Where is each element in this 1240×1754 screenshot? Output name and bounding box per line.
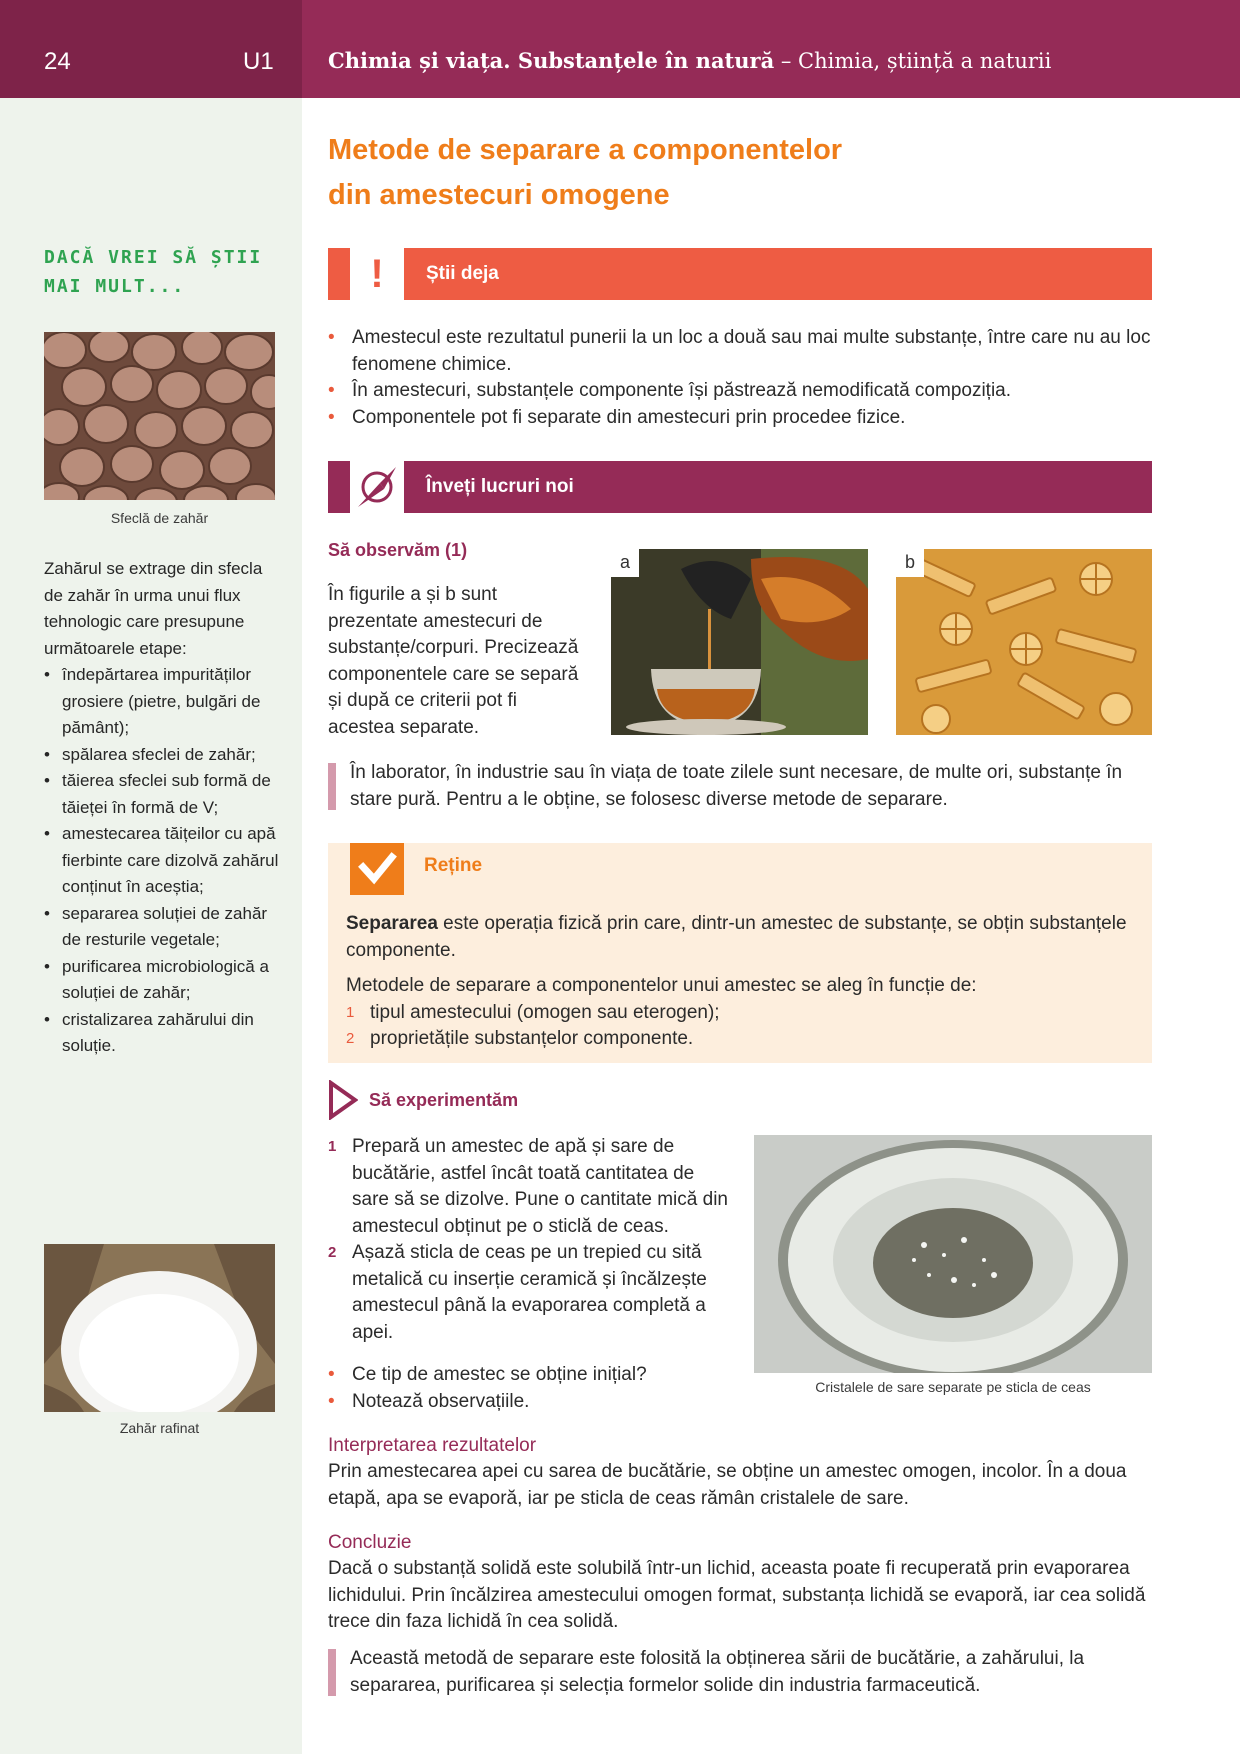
list-item: • separarea soluției de zahăr de resturile vegetale; xyxy=(44,901,284,954)
final-quote: Această metodă de separare este folosită la obținerea sării de bucătărie, a zahărului, la separarea, purificarea și selecția formelor solide din industria farmaceutică. xyxy=(328,1646,1158,1699)
page-title-line-1: Metode de separare a componentelor xyxy=(328,134,843,166)
list-item xyxy=(328,1240,728,1346)
salt-crystals-photo xyxy=(754,1135,1152,1373)
sidebar-steps-list xyxy=(44,662,284,1060)
chapter-title xyxy=(328,48,1051,73)
concluzie-text: Dacă o substanță solidă este solubilă într-un lichid, aceasta poate fi recuperată prin evaporarea lichidului. Prin încălzirea amestecului omogen format, substanța lichidă se evaporă, iar cea solidă trece din faza lichidă în cea solidă. xyxy=(328,1558,1146,1632)
interpretare-heading: Interpretarea rezultatelor xyxy=(328,1435,537,1456)
list-number: 1 xyxy=(346,1003,355,1021)
list-item: • îndepărtarea impurităților grosiere (pietre, bulgări de pământ); xyxy=(44,662,284,742)
stii-deja-label: Știi deja xyxy=(404,248,1152,300)
chapter-title-main: Chimia și viața. Substanțele în natură xyxy=(328,48,775,73)
figure-label-a: a xyxy=(611,549,639,577)
list-item: • cristalizarea zahărului din soluție. xyxy=(44,1007,284,1060)
pasta-photo xyxy=(896,549,1152,735)
sugar-beet-photo xyxy=(44,332,275,500)
sidebar-intro: Zahărul se extrage din sfecla de zahăr în urma unui flux tehnologic care presupune următoarele etape: xyxy=(44,559,263,658)
compass-icon xyxy=(350,461,404,513)
retine-definition xyxy=(346,911,1146,964)
list-text: Așază sticla de ceas pe un trepied cu sită metalică cu inserție ceramică și încălzește amestecul până la evaporarea completă a apei. xyxy=(352,1242,707,1343)
salt-crystals-caption: Cristalele de sare separate pe sticla de ceas xyxy=(815,1379,1091,1395)
checkmark-icon xyxy=(350,843,404,895)
exclamation-icon xyxy=(350,248,404,300)
list-number: 2 xyxy=(346,1030,355,1047)
observam-text: În figurile a și b sunt prezentate amestecuri de substanțe/corpuri. Precizează componentele care se separă și după ce criterii pot fi acestea separate. xyxy=(328,584,579,738)
list-item: • Ce tip de amestec se obține inițial? xyxy=(328,1362,748,1389)
play-triangle-icon xyxy=(328,1080,358,1120)
list-number: 1 xyxy=(328,1138,337,1155)
stii-deja-list xyxy=(328,325,1160,431)
retine-definition-text: este operația fizică prin care, dintr-un amestec de substanțe, se obțin substanțele componente. xyxy=(346,913,1127,961)
retine-criteria xyxy=(346,973,1146,1053)
refined-sugar-photo xyxy=(44,1244,275,1412)
figure-label-b: b xyxy=(896,549,924,577)
list-item: • tăierea sfeclei sub formă de tăieței în formă de V; xyxy=(44,768,284,821)
experiment-steps xyxy=(328,1134,728,1346)
refined-sugar-caption: Zahăr rafinat xyxy=(119,1420,200,1436)
retine-label: Reține xyxy=(424,855,483,876)
list-text: proprietățile substanțelor componente. xyxy=(370,1028,694,1049)
list-item: • purificarea microbiologică a soluției de zahăr; xyxy=(44,954,284,1007)
inveti-band xyxy=(328,461,1152,513)
page-number: 24 xyxy=(44,48,71,75)
list-item: • Amestecul este rezultatul punerii la un loc a două sau mai multe substanțe, între care nu au loc fenomene chimice. xyxy=(328,325,1160,378)
retine-box xyxy=(328,843,1152,1063)
exclamation-glyph: ! xyxy=(370,252,384,296)
sidebar-text xyxy=(44,556,284,1060)
list-item xyxy=(346,1000,1146,1027)
list-item: • Componentele pot fi separate din amestecuri prin procedee fizice. xyxy=(328,405,1160,432)
experiment-questions xyxy=(328,1362,748,1415)
list-item: • Notează observațiile. xyxy=(328,1389,748,1416)
sugar-beet-caption: Sfeclă de zahăr xyxy=(110,510,209,526)
inveti-label: Înveți lucruri noi xyxy=(404,461,1152,513)
tea-photo xyxy=(611,549,868,735)
lab-quote: În laborator, în industrie sau în viața de toate zilele sunt necesare, de multe ori, substanțe în stare pură. Pentru a le obține, se folosesc diverse metode de separare. xyxy=(328,760,1158,813)
observam-heading: Să observăm (1) xyxy=(328,540,468,560)
band-tab xyxy=(328,461,350,513)
sidebar-heading: DACĂ VREI SĂ ȘTII MAI MULT... xyxy=(44,247,263,297)
retine-criteria-list xyxy=(346,1000,1146,1053)
list-item xyxy=(346,1026,1146,1053)
list-item xyxy=(328,1134,728,1240)
stii-deja-band xyxy=(328,248,1152,300)
list-item: • În amestecuri, substanțele componente își păstrează nemodificată compoziția. xyxy=(328,378,1160,405)
interpretare-text: Prin amestecarea apei cu sarea de bucătărie, se obține un amestec omogen, incolor. În a doua etapă, apa se evaporă, iar pe sticla de ceas rămân cristalele de sare. xyxy=(328,1461,1127,1509)
retine-criteria-intro: Metodele de separare a componentelor unui amestec se aleg în funcție de: xyxy=(346,975,977,996)
page-title xyxy=(328,128,1028,218)
chapter-title-sub: – Chimia, știință a naturii xyxy=(774,49,1052,73)
list-item: • spălarea sfeclei de zahăr; xyxy=(44,742,284,769)
band-tab xyxy=(328,248,350,300)
page-title-line-2: din amestecuri omogene xyxy=(328,179,670,211)
list-text: Prepară un amestec de apă și sare de bucătărie, astfel încât toată cantitatea de sare să se dizolve. Pune o cantitate mică din amestecul obținut pe o sticlă de ceas. xyxy=(352,1136,728,1237)
list-text: tipul amestecului (omogen sau eterogen); xyxy=(370,1001,720,1023)
list-number: 2 xyxy=(328,1244,337,1261)
concluzie-heading: Concluzie xyxy=(328,1532,412,1553)
unit-label: U1 xyxy=(243,48,274,75)
experiment-heading: Să experimentăm xyxy=(369,1090,519,1110)
retine-definition-term: Separarea xyxy=(346,913,438,934)
list-item: • amestecarea tăițeilor cu apă fierbinte care dizolvă zahărul conținut în aceștia; xyxy=(44,821,284,901)
